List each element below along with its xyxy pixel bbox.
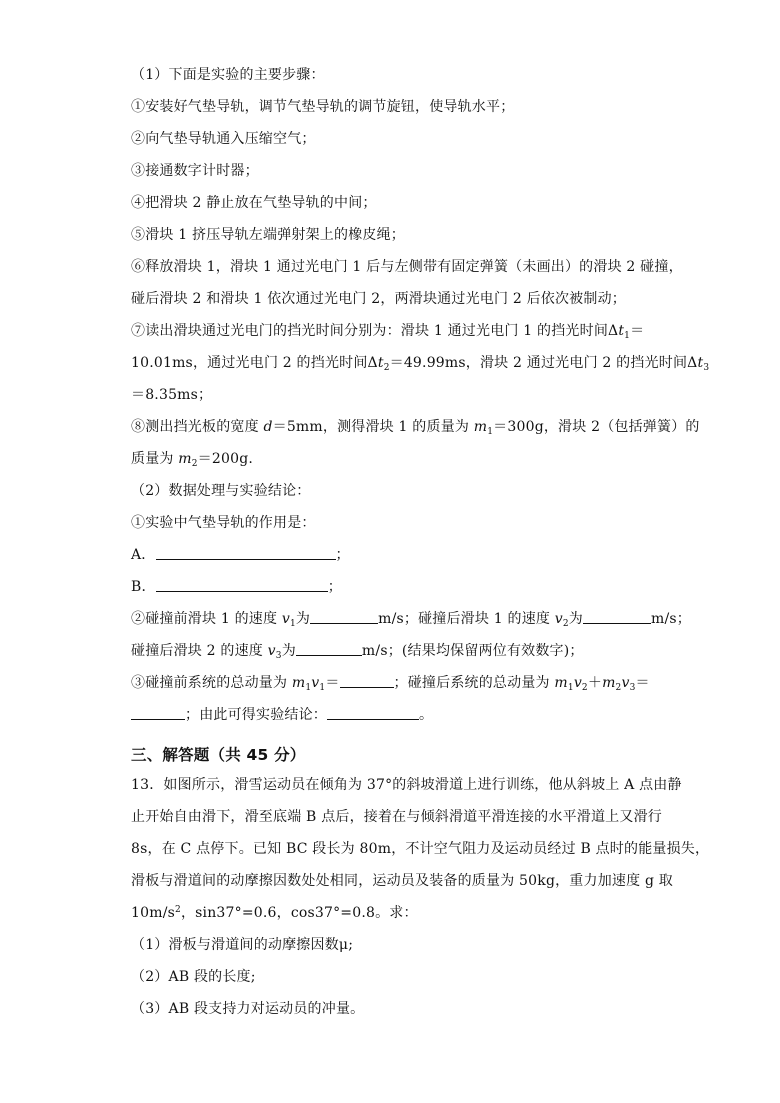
subscript-3: 3 xyxy=(275,651,282,661)
subscript-3: 3 xyxy=(629,683,636,693)
semicolon: ； xyxy=(327,579,342,595)
step-1: ①安装好气垫导轨，调节气垫导轨的调节旋钮，使导轨水平； xyxy=(131,99,515,115)
question-3-line-2 xyxy=(131,706,433,724)
symbol-v: v xyxy=(573,675,582,691)
q2-text-b: 为 xyxy=(295,611,311,627)
q13-line-1: 13．如图所示，滑雪运动员在倾角为 37°的斜坡滑道上进行训练，他从斜坡上 A 点由静 xyxy=(131,777,682,793)
step-6-line-2: 碰后滑块 2 和滑块 1 依次通过光电门 2，两滑块通过光电门 2 后依次被制动； xyxy=(131,291,626,307)
answer-blank-b[interactable] xyxy=(156,578,328,592)
question-2-line-2 xyxy=(131,642,584,660)
subscript-1: 1 xyxy=(487,427,494,437)
step-5: ⑤滑块 1 挤压导轨左端弹射架上的橡皮绳； xyxy=(131,227,406,243)
option-b-line xyxy=(131,578,342,596)
step-7-text-c: 10.01ms，通过光电门 2 的挡光时间Δ xyxy=(131,355,378,371)
answer-blank-v1[interactable] xyxy=(310,610,378,624)
q2-text-h: m/s；(结果均保留两位有效数字)； xyxy=(361,643,584,659)
symbol-m: m xyxy=(291,675,306,691)
step-7-line-1 xyxy=(131,322,644,340)
step-7-text-b: ＝ xyxy=(630,323,645,339)
symbol-m: m xyxy=(178,451,192,467)
step-2: ②向气垫导轨通入压缩空气； xyxy=(131,131,316,147)
section-3-heading: 三、解答题（共 45 分） xyxy=(131,746,306,764)
q3-text-c: ；碰撞后系统的总动量为 xyxy=(393,675,555,691)
question-1: ①实验中气垫导轨的作用是： xyxy=(131,515,316,531)
symbol-v: v xyxy=(621,675,630,691)
step-8-line-1 xyxy=(131,418,700,436)
subscript-1: 1 xyxy=(305,683,312,693)
symbol-t: t xyxy=(377,355,384,371)
answer-blank-momentum-before[interactable] xyxy=(340,674,394,688)
q3-text-b: ＝ xyxy=(325,675,340,691)
q2-text-g: 为 xyxy=(281,643,296,659)
option-b-label: B． xyxy=(131,579,156,595)
step-7-text-d: ＝49.99ms，滑块 2 通过光电门 2 的挡光时间Δ xyxy=(389,355,698,371)
step-7-text-a: ⑦读出滑块通过光电门的挡光时间分别为：滑块 1 通过光电门 1 的挡光时间Δ xyxy=(131,323,619,339)
step-4: ④把滑块 2 静止放在气垫导轨的中间； xyxy=(131,195,377,211)
q3-text-e: ；由此可得实验结论： xyxy=(185,707,327,723)
symbol-t: t xyxy=(618,323,625,339)
symbol-v: v xyxy=(311,675,320,691)
symbol-m: m xyxy=(473,419,488,435)
plus-sign: ＋ xyxy=(587,675,603,691)
q2-text-c: m/s；碰撞后滑块 1 的速度 xyxy=(378,611,555,627)
part1-intro: （1）下面是实验的主要步骤： xyxy=(131,67,325,83)
step-7-line-3: ＝8.35ms； xyxy=(131,387,213,403)
step-8-line-2 xyxy=(131,450,253,468)
q3-text-f: 。 xyxy=(419,707,434,723)
subscript-2: 2 xyxy=(191,459,198,469)
answer-blank-momentum-after[interactable] xyxy=(131,706,185,720)
subscript-2: 2 xyxy=(581,683,588,693)
q13-line-5-b: ，sin37°=0.6，cos37°=0.8。求： xyxy=(180,905,418,921)
symbol-v: v xyxy=(281,611,290,627)
q13-line-5-a: 10m/s xyxy=(131,905,175,921)
step-8-text-b: ＝5mm，测得滑块 1 的质量为 xyxy=(272,419,474,435)
option-a-label: A． xyxy=(131,547,156,563)
step-8-text-e: ＝200g. xyxy=(197,451,254,467)
q13-sub-2: （2）AB 段的长度; xyxy=(131,969,256,985)
q3-text-d: ＝ xyxy=(635,675,650,691)
question-2-line-1 xyxy=(131,610,691,628)
step-8-text-d: 质量为 xyxy=(131,451,179,467)
question-3-line-1 xyxy=(131,674,650,692)
superscript-2: 2 xyxy=(175,905,181,915)
q13-line-3: 8s，在 C 点停下。已知 BC 段长为 80m，不计空气阻力及运动员经过 B 点时的能量损失， xyxy=(131,841,710,857)
step-3: ③接通数字计时器； xyxy=(131,163,259,179)
symbol-v: v xyxy=(554,611,563,627)
subscript-1: 1 xyxy=(289,619,296,629)
subscript-3: 3 xyxy=(703,363,710,373)
subscript-2: 2 xyxy=(383,363,390,373)
answer-blank-v2[interactable] xyxy=(583,610,651,624)
q13-sub-3: （3）AB 段支持力对运动员的冲量。 xyxy=(131,1001,365,1017)
q13-line-4: 滑板与滑道间的动摩擦因数处处相同，运动员及装备的质量为 50kg，重力加速度 g 取 xyxy=(131,873,673,889)
symbol-d: d xyxy=(263,419,273,435)
q2-text-f: 碰撞后滑块 2 的速度 xyxy=(131,643,268,659)
q3-text-a: ③碰撞前系统的总动量为 xyxy=(131,675,292,691)
q2-text-a: ②碰撞前滑块 1 的速度 xyxy=(131,611,282,627)
semicolon: ； xyxy=(335,547,350,563)
subscript-2: 2 xyxy=(615,683,622,693)
step-8-text-c: ＝300g，滑块 2（包括弹簧）的 xyxy=(493,419,700,435)
q2-text-d: 为 xyxy=(568,611,583,627)
subscript-1: 1 xyxy=(624,331,631,341)
part2-intro: （2）数据处理与实验结论： xyxy=(131,483,311,499)
symbol-t: t xyxy=(697,355,704,371)
subscript-1: 1 xyxy=(567,683,574,693)
answer-blank-conclusion[interactable] xyxy=(327,706,419,720)
symbol-m: m xyxy=(602,675,616,691)
answer-blank-v3[interactable] xyxy=(296,642,362,656)
option-a-line xyxy=(131,546,350,564)
subscript-1: 1 xyxy=(319,683,326,693)
q2-text-e: m/s； xyxy=(651,611,691,627)
q13-sub-1: （1）滑板与滑道间的动摩擦因数μ; xyxy=(131,937,354,953)
symbol-v: v xyxy=(267,643,276,659)
step-6-line-1: ⑥释放滑块 1，滑块 1 通过光电门 1 后与左侧带有固定弹簧（未画出）的滑块 2 碰撞， xyxy=(131,259,683,275)
step-8-text-a: ⑧测出挡光板的宽度 xyxy=(131,419,264,435)
step-7-line-2 xyxy=(131,354,709,372)
q13-line-2: 止开始自由滑下，滑至底端 B 点后，接着在与倾斜滑道平滑连接的水平滑道上又滑行 xyxy=(131,809,662,825)
subscript-2: 2 xyxy=(562,619,569,629)
q13-line-5 xyxy=(131,904,418,922)
symbol-m: m xyxy=(554,675,568,691)
answer-blank-a[interactable] xyxy=(156,546,336,560)
